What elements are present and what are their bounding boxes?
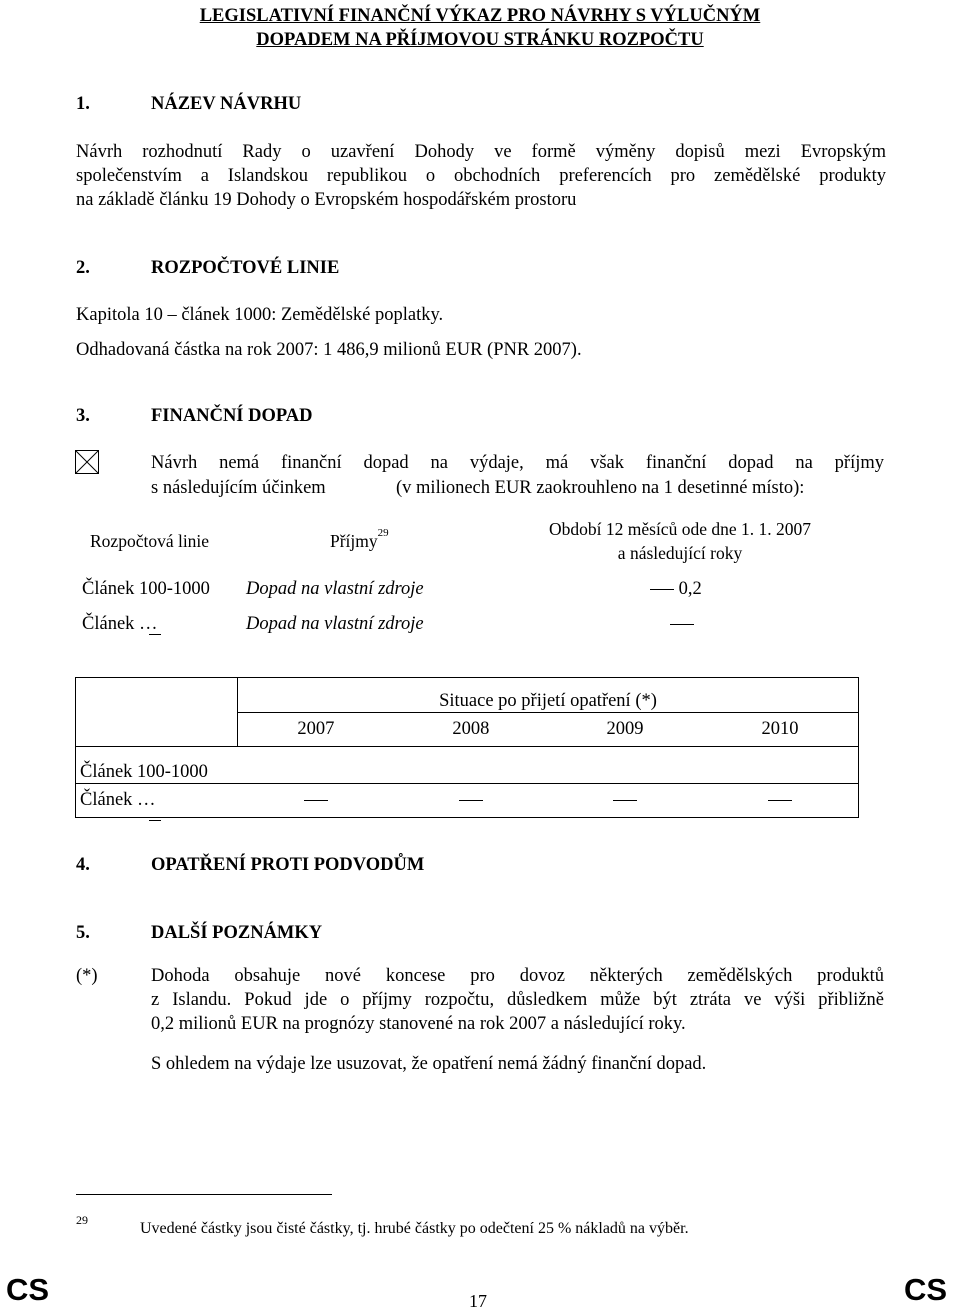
- table2-row2-2010: [702, 784, 858, 818]
- table1-header-budget-line: Rozpočtová linie: [90, 531, 210, 551]
- table1-row2-line: Článek …: [82, 614, 158, 634]
- dash-mark: [613, 800, 637, 801]
- table1-header-period-line2: a následující roky: [617, 543, 743, 563]
- table2-corner-cell: [76, 678, 238, 713]
- table2-year-2007: 2007: [297, 719, 335, 739]
- table1-row1-value: 0,2: [650, 579, 702, 600]
- note-line1: Dohoda obsahuje nové koncese pro dovoz některých zemědělských produktů: [151, 966, 884, 986]
- section1-line3: na základě článku 19 Dohody o Evropském hospodářském prostoru: [76, 190, 577, 210]
- section2-estimate: Odhadovaná částka na rok 2007: 1 486,9 milionů EUR (PNR 2007).: [76, 340, 582, 360]
- table1-row2-desc: Dopad na vlastní zdroje: [246, 614, 424, 634]
- section1-number: 1.: [76, 94, 90, 114]
- table2-year-2010: 2010: [702, 713, 858, 747]
- table2-row2-2008: [394, 784, 548, 818]
- section3-number: 3.: [76, 406, 90, 426]
- dash-mark: [768, 800, 792, 801]
- document-title-line1: LEGISLATIVNÍ FINANČNÍ VÝKAZ PRO NÁVRHY S VÝLUČNÝM: [199, 6, 761, 26]
- section2-number: 2.: [76, 258, 90, 278]
- ellipsis-underline: [149, 634, 161, 635]
- table1-row2-value: [670, 614, 694, 635]
- section4-number: 4.: [76, 855, 90, 875]
- table2-header: Situace po přijetí opatření (*): [238, 678, 859, 713]
- crossed-checkbox-icon[interactable]: [75, 450, 99, 474]
- footnote-ref: 29: [377, 527, 389, 540]
- minus-sign: [650, 589, 674, 590]
- ellipsis-underline: [149, 820, 161, 821]
- table2-row2-2009: [548, 784, 702, 818]
- table1-header-revenue: Příjmy$^{29}$: [330, 527, 389, 551]
- table1-row1-desc: Dopad na vlastní zdroje: [246, 579, 424, 599]
- dash-mark: [459, 800, 483, 801]
- table1-row1-line: Článek 100-1000: [82, 579, 210, 599]
- table2-row2-label: Článek …: [76, 784, 238, 818]
- note-paragraph2: S ohledem na výdaje lze usuzovat, že opatření nemá žádný finanční dopad.: [151, 1054, 707, 1074]
- section1-line1: Návrh rozhodnutí Rady o uzavření Dohody ve formě výměny dopisů mezi Evropským: [76, 142, 886, 162]
- note-line2: z Islandu. Pokud jde o příjmy rozpočtu, důsledkem může být ztráta ve výši přibližně: [151, 990, 884, 1010]
- section3-para-line2a: s následujícím účinkem: [151, 478, 326, 498]
- section3-para-line1: Návrh nemá finanční dopad na výdaje, má však finanční dopad na příjmy: [151, 453, 884, 473]
- section1-line2: společenstvím a Islandskou republikou o obchodních preferencích pro zemědělské produkty: [76, 166, 886, 186]
- table2-row1-label: Článek 100-1000: [76, 747, 859, 784]
- table2-blank-cell: [76, 713, 238, 747]
- table2-row2-2007: [238, 784, 394, 818]
- section2-chapter: Kapitola 10 – článek 1000: Zemědělské poplatky.: [76, 305, 444, 325]
- table2-year-2009: 2009: [606, 719, 644, 739]
- section2-heading: ROZPOČTOVÉ LINIE: [151, 258, 340, 278]
- dash-mark: [304, 800, 328, 801]
- table2-year-2008: 2008: [452, 719, 490, 739]
- page-number: 17: [469, 1291, 487, 1311]
- section5-heading: DALŠÍ POZNÁMKY: [151, 923, 323, 943]
- section1-heading: NÁZEV NÁVRHU: [151, 94, 302, 114]
- note-marker: (*): [76, 966, 98, 986]
- dash-mark: [670, 624, 694, 625]
- note-line3: 0,2 milionů EUR na prognózy stanovené na rok 2007 a následující roky.: [151, 1014, 686, 1034]
- section3-heading: FINANČNÍ DOPAD: [151, 406, 313, 426]
- language-code-left: CS: [6, 1272, 50, 1307]
- footnote-text: Uvedené částky jsou čisté částky, tj. hrubé částky po odečtení 25 % nákladů na výběr.: [140, 1220, 689, 1237]
- language-code-right: CS: [904, 1272, 948, 1307]
- section5-number: 5.: [76, 923, 90, 943]
- situation-table: [75, 677, 859, 818]
- section3-para-line2b: (v milionech EUR zaokrouhleno na 1 desetinné místo):: [396, 478, 805, 498]
- document-title-line2: DOPADEM NA PŘÍJMOVOU STRÁNKU ROZPOČTU: [256, 30, 704, 50]
- section4-heading: OPATŘENÍ PROTI PODVODŮM: [151, 855, 425, 875]
- table1-header-period-line1: Období 12 měsíců ode dne 1. 1. 2007: [549, 519, 811, 539]
- footnote-separator: [76, 1194, 332, 1195]
- footnote-number: 29: [76, 1213, 88, 1227]
